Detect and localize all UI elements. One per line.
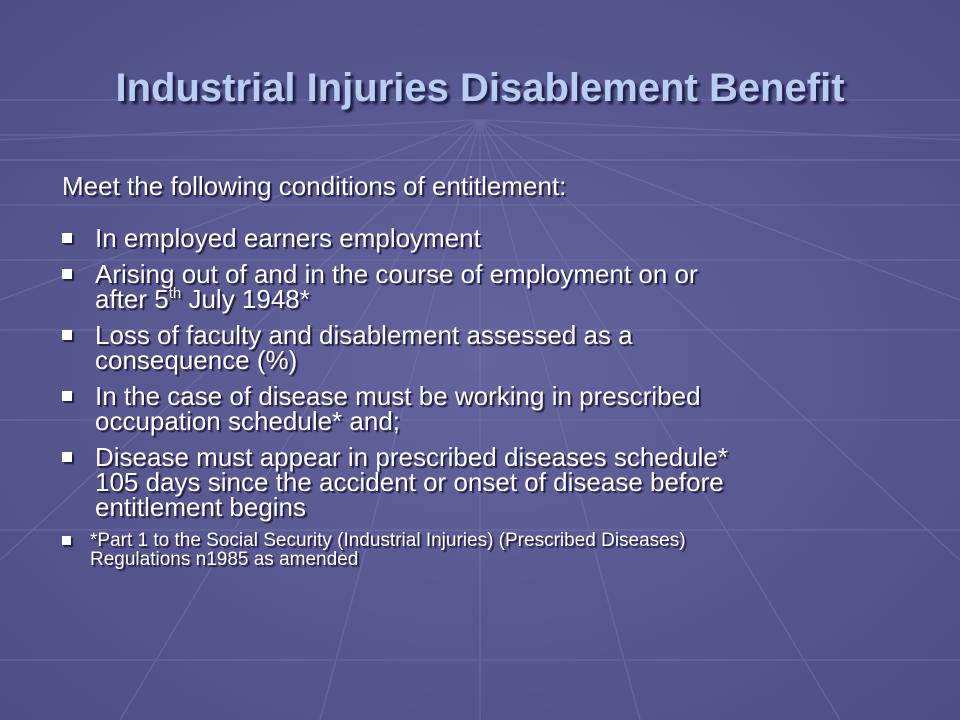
- square-bullet-icon: [62, 233, 72, 243]
- list-item: Disease must appear in prescribed diseases schedule* 105 days since the accident or onset of disease before entitlement begins: [62, 445, 912, 520]
- intro-text: Meet the following conditions of entitlement:: [62, 171, 567, 201]
- list-item: In employed earners employment: [62, 226, 912, 251]
- conditions-list: [62, 223, 912, 580]
- list-item: Arising out of and in the course of employment on or after 5th July 1948*: [62, 262, 912, 312]
- list-item: Loss of faculty and disablement assessed as a consequence (%): [62, 323, 912, 373]
- square-bullet-icon: [62, 452, 72, 462]
- list-item-footnote: *Part 1 to the Social Security (Industrial Injuries) (Prescribed Diseases) Regulations n1985 as amended: [62, 531, 912, 569]
- list-item: In the case of disease must be working in prescribed occupation schedule* and;: [62, 384, 912, 434]
- square-bullet-icon: [62, 330, 72, 340]
- slide-title: Industrial Injuries Disablement Benefit: [115, 66, 845, 110]
- square-bullet-icon: [62, 269, 72, 279]
- square-bullet-icon: [62, 391, 72, 401]
- square-bullet-icon: [62, 536, 71, 545]
